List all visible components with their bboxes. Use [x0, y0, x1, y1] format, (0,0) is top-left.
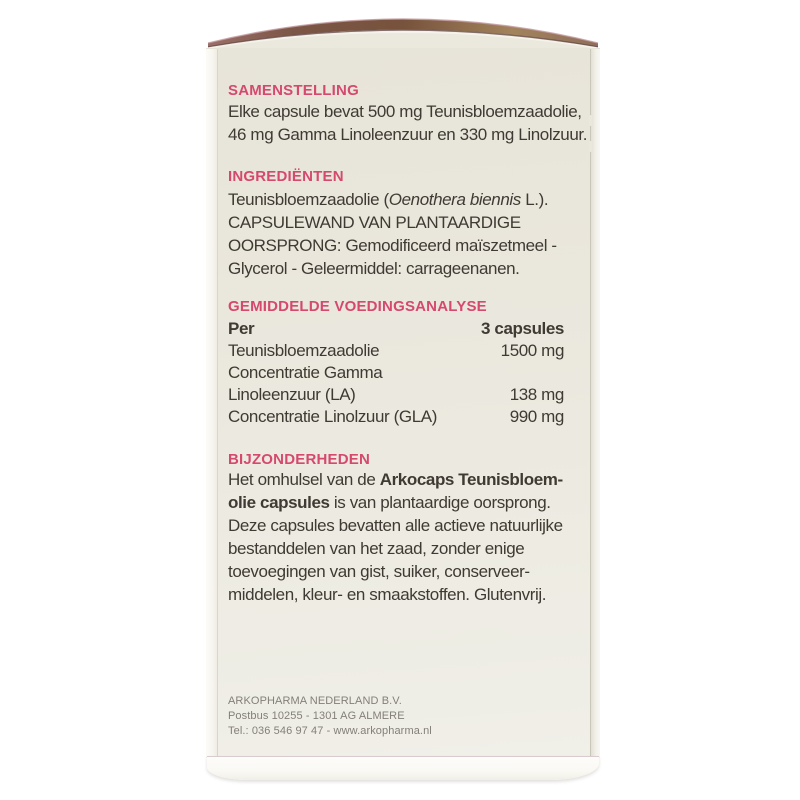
voedingsanalyse-heading: GEMIDDELDE VOEDINGSANALYSE: [228, 298, 487, 315]
ingredienten-body: [228, 188, 564, 280]
box-right-edge: [590, 49, 600, 757]
text-line: OORSPRONG: Gemodificeerd maïszetmeel -: [228, 236, 557, 255]
latin-species-name: Oenothera biennis: [388, 190, 521, 209]
footer-contact: Tel.: 036 546 97 47 - www.arkopharma.nl: [228, 725, 432, 737]
text-line: [228, 188, 564, 211]
samenstelling-heading: SAMENSTELLING: [228, 82, 359, 99]
nutrition-row: [228, 406, 564, 428]
product-name-bold: olie capsules: [228, 493, 330, 512]
product-box: [204, 16, 602, 780]
nutrition-row: [228, 384, 564, 406]
text-segment: L.).: [520, 190, 549, 209]
nutrition-label: Linoleenzuur (LA): [228, 385, 356, 404]
nutrition-value: 990 mg: [509, 407, 564, 426]
text-line: Deze capsules bevatten alle actieve natuurlijke: [228, 516, 563, 535]
nutrition-label: Concentratie Linolzuur (GLA): [228, 407, 437, 426]
text-line: Glycerol - Geleermiddel: carrageenanen.: [228, 259, 520, 278]
die-cut-notch: [589, 115, 592, 126]
text-segment: Het omhulsel van de: [228, 470, 380, 489]
nutrition-value: 3 capsules: [481, 319, 564, 338]
footer-company: ARKOPHARMA NEDERLAND B.V.: [228, 695, 402, 707]
nutrition-label: Teunisbloemzaadolie: [228, 341, 380, 360]
bijzonderheden-body: [228, 468, 564, 606]
product-name-bold: Arkocaps Teunisbloem-: [379, 470, 563, 489]
samenstelling-body: [228, 100, 588, 146]
box-left-edge: [206, 49, 218, 757]
nutrition-header-row: [228, 318, 564, 340]
text-segment: is van plantaardige oorsprong.: [329, 493, 551, 512]
text-line: 46 mg Gamma Linoleenzuur en 330 mg Linolzuur.: [228, 125, 588, 144]
die-cut-notch: [589, 141, 592, 152]
nutrition-label: Per: [228, 319, 255, 338]
distributor-info: [228, 694, 564, 739]
nutrition-row: [228, 362, 564, 384]
nutrition-value: 1500 mg: [500, 341, 564, 360]
text-line: [228, 491, 564, 514]
bijzonderheden-heading: BIJZONDERHEDEN: [228, 451, 370, 468]
nutrition-label: Concentratie Gamma: [228, 363, 383, 382]
box-bottom-flap: [207, 756, 599, 780]
nutrition-row: [228, 340, 564, 362]
text-line: CAPSULEWAND VAN PLANTAARDIGE: [228, 213, 521, 232]
text-line: toevoegingen van gist, suiker, conserveer-: [228, 562, 530, 581]
nutrition-value: 138 mg: [509, 385, 564, 404]
text-line: middelen, kleur- en smaakstoffen. Glutenvrij.: [228, 585, 547, 604]
ingredienten-heading: INGREDIËNTEN: [228, 168, 344, 185]
text-line: [228, 468, 564, 491]
footer-address: Postbus 10255 - 1301 AG ALMERE: [228, 710, 405, 722]
text-line: Elke capsule bevat 500 mg Teunisbloemzaadolie,: [228, 102, 582, 121]
text-line: bestanddelen van het zaad, zonder enige: [228, 539, 525, 558]
text-segment: Teunisbloemzaadolie (: [228, 190, 389, 209]
nutrition-table: [228, 318, 564, 428]
